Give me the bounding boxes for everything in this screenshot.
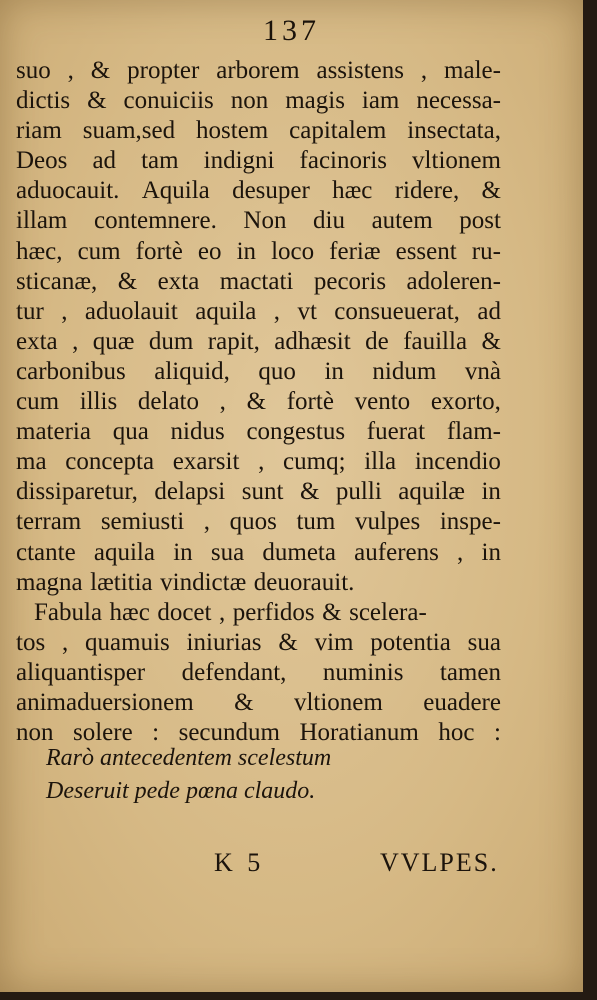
word: Horatianum [299, 719, 419, 747]
word: exorto, [430, 388, 501, 416]
word: carbonibus [16, 357, 126, 385]
word: vltionem [412, 147, 501, 175]
word: feriæ [329, 237, 381, 265]
word: congestus [246, 418, 346, 446]
word: nidum [372, 357, 437, 385]
word: conuiciis [123, 87, 214, 115]
word: , [219, 388, 226, 416]
word: quamuis [85, 628, 170, 656]
word: post [459, 207, 501, 235]
word: in [324, 357, 344, 385]
word: ma [16, 448, 47, 476]
catchword: VVLPES. [380, 848, 499, 877]
word: sua [467, 628, 501, 656]
text-line [16, 447, 501, 477]
word: de [365, 327, 389, 355]
word: mactati [219, 267, 294, 295]
word: , [258, 448, 265, 476]
word: fuerat [366, 418, 426, 446]
word: contemnere. [93, 207, 217, 235]
signature-mark: K 5 [214, 848, 265, 877]
word: : [493, 719, 501, 747]
text-line [16, 357, 501, 387]
word: aliquid, [154, 357, 230, 385]
word: , [61, 628, 69, 656]
horace-quote [46, 742, 446, 808]
word: aduolauit [84, 297, 178, 325]
text-line [16, 56, 501, 86]
word: lætitia [90, 568, 153, 596]
word: assistens [316, 57, 404, 84]
word: incendio [414, 448, 501, 476]
word: magna [16, 568, 83, 596]
word: & [90, 57, 111, 84]
word: ru- [471, 237, 501, 265]
word: autem [371, 207, 433, 235]
word: illam [16, 207, 68, 235]
word: hoc [438, 719, 475, 747]
word: , [72, 327, 79, 355]
text-line [16, 538, 501, 568]
word: dum [148, 327, 194, 355]
text-line [16, 86, 501, 116]
word: pulli [335, 478, 382, 506]
word: delato [137, 388, 199, 416]
word: & [481, 327, 501, 355]
word: loco [271, 237, 315, 265]
page-footer [16, 848, 499, 884]
word: , [420, 57, 428, 84]
word: suo [16, 57, 51, 84]
word: potentia [370, 628, 451, 656]
word: ad [92, 147, 117, 175]
word: propter [127, 57, 200, 84]
word: dictis [16, 87, 71, 115]
text-line [16, 568, 501, 598]
word: delapsi [154, 478, 226, 506]
word: ridere, [394, 177, 460, 205]
text-line [16, 598, 501, 628]
word: sticanæ, [16, 267, 98, 295]
word: vindictæ [160, 568, 247, 596]
word: , [218, 598, 226, 626]
word: necessa- [416, 87, 501, 115]
word: exta [157, 267, 200, 295]
word: eo [197, 237, 222, 265]
text-line [16, 688, 501, 718]
word: male- [444, 57, 501, 84]
word: cum [77, 237, 121, 265]
text-line [16, 507, 501, 537]
word: riam [16, 117, 62, 145]
word: iam [361, 87, 400, 115]
word: terram [16, 508, 82, 536]
word: Aquila [141, 177, 210, 205]
word: tamen [439, 658, 501, 686]
word: , [457, 538, 464, 566]
word: sunt [241, 478, 284, 506]
word: semiusti [100, 508, 185, 536]
word: dumeta [262, 538, 336, 566]
word: quæ [92, 327, 135, 355]
word: dissiparetur, [16, 478, 138, 506]
text-line [16, 327, 501, 357]
word: suam,sed [82, 117, 176, 145]
word: , [203, 508, 211, 536]
word: in [173, 538, 193, 566]
word: auferens [354, 538, 439, 566]
word: vt [297, 297, 317, 325]
word: hæc [332, 177, 373, 205]
word: aquila [93, 538, 155, 566]
text-line [16, 116, 501, 146]
word: sua [210, 538, 245, 566]
text-line [16, 658, 501, 688]
word: & [234, 688, 254, 716]
word: nidus [170, 418, 225, 446]
word: illis [79, 388, 118, 416]
word: illa [364, 448, 397, 476]
word: tam [141, 147, 179, 175]
word: & [322, 598, 342, 626]
word: vento [354, 388, 411, 416]
word: essent [395, 237, 457, 265]
word: consueuerat, [334, 297, 460, 325]
word: diu [313, 207, 345, 235]
text-line [16, 176, 501, 206]
word: inspe- [439, 508, 501, 536]
text-line [16, 297, 501, 327]
word: tum [296, 508, 336, 536]
word: euadere [423, 688, 501, 716]
word: aquilæ [398, 478, 465, 506]
page-number: 137 [263, 14, 320, 47]
word: perfidos [232, 598, 315, 626]
word: capitalem [289, 117, 387, 145]
word: aduocauit. [16, 177, 120, 205]
word: Fabula [34, 598, 103, 626]
word: tos [16, 628, 46, 656]
word: hostem [196, 117, 269, 145]
word: indigni [203, 147, 275, 175]
word: quos [229, 508, 277, 536]
word: quo [258, 357, 296, 385]
word: in [481, 538, 501, 566]
text-line [16, 387, 501, 417]
word: Non [243, 207, 287, 235]
text-line [16, 477, 501, 507]
text-line [16, 237, 501, 267]
word: adoleren- [406, 267, 501, 295]
body-text [16, 56, 501, 748]
word: & [246, 388, 267, 416]
word: & [299, 478, 320, 506]
word: docet [157, 598, 212, 626]
word: & [87, 87, 107, 115]
word: fortè [135, 237, 183, 265]
text-line [16, 146, 501, 176]
word: flam- [446, 418, 501, 446]
word: hæc [109, 598, 150, 626]
word: & [481, 177, 501, 205]
word: pecoris [313, 267, 387, 295]
word: defendant, [181, 658, 287, 686]
word: vnà [464, 357, 501, 385]
text-line [16, 417, 501, 447]
word: , [273, 297, 281, 325]
quote-line: Deseruit pede pœna claudo. [46, 778, 316, 804]
text-line [16, 267, 501, 297]
word: in [236, 237, 257, 265]
word: concepta [65, 448, 155, 476]
word: ad [477, 297, 501, 325]
word: fortè [286, 388, 334, 416]
word: exarsit [172, 448, 240, 476]
word: magis [285, 87, 345, 115]
word: arborem [216, 57, 300, 84]
word: vim [314, 628, 354, 656]
word: hæc, [16, 237, 63, 265]
word: iniurias [186, 628, 262, 656]
word: deuorauit. [253, 568, 355, 596]
word: in [481, 478, 501, 506]
word: desuper [232, 177, 310, 205]
word: cumq; [283, 448, 346, 476]
word: : [152, 719, 160, 747]
word: vltionem [293, 688, 383, 716]
word: tur [16, 297, 44, 325]
word: non [230, 87, 269, 115]
word: animaduersionem [16, 688, 194, 716]
word: fauilla [403, 327, 468, 355]
word: secundum [178, 719, 280, 747]
word: exta [16, 327, 58, 355]
word: facinoris [299, 147, 387, 175]
word: adhæsit [274, 327, 351, 355]
word: , [67, 57, 74, 84]
word: , [61, 297, 68, 325]
word: ctante [16, 538, 76, 566]
quote-line: Rarò antecedentem scelestum [46, 745, 332, 771]
word: cum [16, 388, 60, 416]
word: aquila [195, 297, 257, 325]
word: vulpes [354, 508, 421, 536]
word: solere [72, 719, 133, 747]
word: insectata, [407, 117, 501, 145]
text-line [16, 628, 501, 658]
word: numinis [322, 658, 404, 686]
text-line [16, 206, 501, 236]
word: materia [16, 418, 91, 446]
word: rapit, [207, 327, 260, 355]
word: aliquantisper [16, 658, 146, 686]
word: & [278, 628, 298, 656]
word: Deos [16, 147, 68, 175]
word: & [117, 267, 138, 295]
word: qua [112, 418, 149, 446]
word: non [16, 719, 54, 747]
word: scelera- [349, 598, 427, 626]
